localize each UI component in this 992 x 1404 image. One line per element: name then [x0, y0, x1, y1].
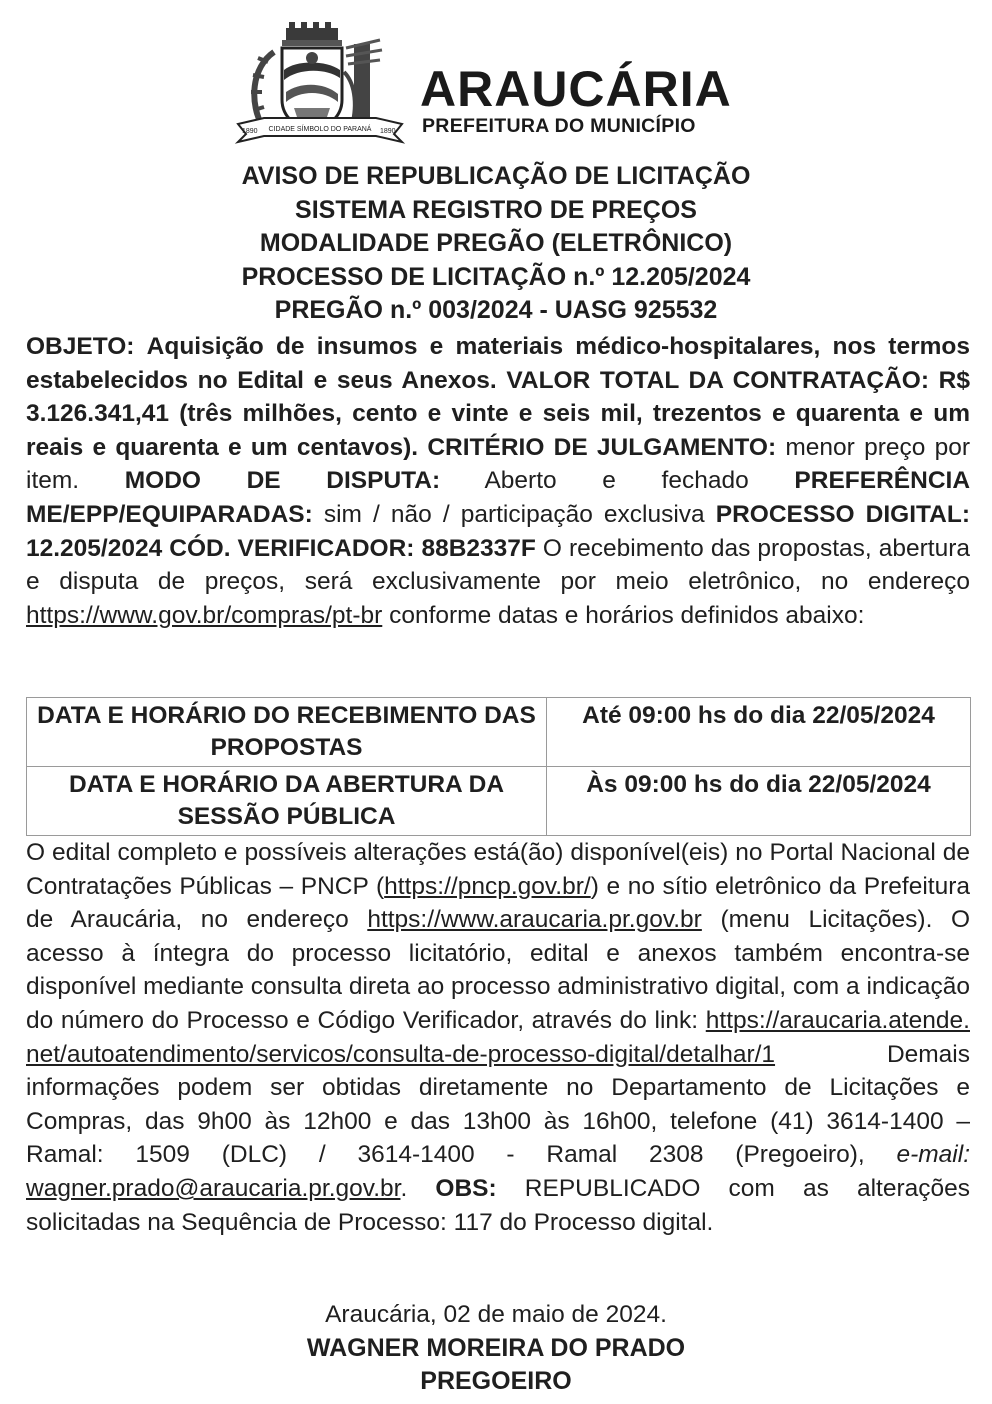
pncp-link[interactable]: https://pncp.gov.br/	[384, 872, 591, 900]
session-opening-value: Às 09:00 hs do dia 22/05/2024	[547, 767, 971, 836]
total-value-text: R$ 3.126.341,41 (três milhões, cento e vinte e seis mil, trezentos e quarenta e um reais e quarenta e um centavos).	[26, 366, 970, 461]
digital-process-label: PROCESSO DIGITAL: 12.205/2024	[26, 500, 970, 562]
compras-gov-link[interactable]: https://www.gov.br/compras/pt-br	[26, 601, 383, 629]
judgment-criterion-text: menor preço por item.	[26, 433, 971, 495]
atende-process-link[interactable]: https://araucaria.atende.net/autoatendimento/servicos/consulta-de-processo-digital/detalhar/1	[26, 1006, 970, 1068]
table-row	[27, 698, 971, 767]
crest-motto: CIDADE SÍMBOLO DO PARANÁ	[268, 126, 372, 133]
notice-system: SISTEMA REGISTRO DE PREÇOS	[295, 195, 697, 224]
signer-role: PREGOEIRO	[420, 1367, 572, 1396]
table-row	[27, 767, 971, 836]
object-text: Aquisição de insumos e materiais médico-hospitalares, nos termos estabelecidos no Edital e seus Anexos.	[26, 333, 970, 394]
object-label: OBJETO:	[26, 333, 135, 360]
dispute-mode-label: MODO DE DISPUTA:	[124, 467, 441, 495]
obs-label: OBS:	[435, 1174, 497, 1202]
notice-titles	[0, 160, 992, 328]
brand-subtitle: PREFEITURA DO MUNICÍPIO	[422, 115, 696, 137]
araucaria-site-link[interactable]: https://www.araucaria.pr.gov.br	[367, 906, 702, 934]
notice-title: AVISO DE REPUBLICAÇÃO DE LICITAÇÃO	[241, 162, 751, 190]
dispute-mode-text: Aberto e fechado	[484, 467, 749, 495]
judgment-criterion-label: CRITÉRIO DE JULGAMENTO:	[427, 433, 777, 461]
dates-table	[26, 697, 971, 836]
receipt-text: O recebimento das propostas, abertura e disputa de preços, será exclusivamente por meio eletrônico, no endereço	[26, 534, 970, 596]
preference-label: PREFERÊNCIA ME/EPP/EQUIPARADAS:	[26, 467, 971, 528]
period: .	[400, 1174, 408, 1202]
edital-paragraph	[26, 836, 970, 1239]
total-value-label: VALOR TOTAL DA CONTRATAÇÃO:	[506, 366, 930, 394]
notice-process-number: PROCESSO DE LICITAÇÃO n.º 12.205/2024	[241, 262, 751, 291]
edital-text-4: Demais informações podem ser obtidas diretamente no Departamento de Licitações e Compras, das 9h00 às 12h00 e das 13h00 às 16h00, telefone (41) 3614-1400 – Ramal: 1509 (DLC) / 3614-1400 - Ramal 2308 (Pregoeiro),	[26, 1040, 970, 1169]
edital-text-1: O edital completo e possíveis alterações está(ão) disponível(eis) no Portal Nacional de Contratações Públicas – PNCP (	[26, 839, 970, 900]
edital-text-3: (menu Licitações). O acesso à íntegra do processo licitatório, edital e anexos também encontra-se disponível mediante consulta direta ao processo administrativo digital, com a indicação do número do Processo e Código Verificador, através do link:	[26, 906, 971, 1034]
preference-text: sim / não / participação exclusiva	[323, 500, 705, 528]
receipt-tail: conforme datas e horários definidos abaixo:	[389, 601, 865, 629]
proposal-receipt-label: DATA E HORÁRIO DO RECEBIMENTO DAS PROPOSTAS	[27, 698, 547, 767]
crest-year-right: 1890	[380, 128, 396, 135]
session-opening-label: DATA E HORÁRIO DA ABERTURA DA SESSÃO PÚBLICA	[27, 767, 547, 836]
email-label: e-mail:	[896, 1141, 970, 1169]
proposal-receipt-value: Até 09:00 hs do dia 22/05/2024	[547, 698, 971, 767]
object-paragraph	[26, 330, 970, 632]
signature-block	[0, 1298, 992, 1399]
municipal-coat-of-arms-icon	[234, 22, 406, 144]
edital-text-2: ) e no sítio eletrônico da Prefeitura de Araucária, no endereço	[26, 872, 971, 934]
email-link[interactable]: wagner.prado@araucaria.pr.gov.br	[26, 1174, 401, 1202]
verification-code-label: CÓD. VERIFICADOR: 88B2337F	[169, 534, 536, 562]
page-header	[0, 22, 992, 144]
place-date: Araucária, 02 de maio de 2024.	[325, 1301, 667, 1328]
signer-name: WAGNER MOREIRA DO PRADO	[306, 1333, 686, 1362]
brand-name: ARAUCÁRIA	[420, 61, 732, 117]
notice-modality: MODALIDADE PREGÃO (ELETRÔNICO)	[259, 229, 733, 258]
crest-year-left: 1890	[242, 128, 258, 135]
obs-text: REPUBLICADO com as alterações solicitadas na Sequência de Processo: 117 do Processo digital.	[26, 1174, 971, 1236]
notice-auction-number: PREGÃO n.º 003/2024 - UASG 925532	[274, 296, 718, 325]
